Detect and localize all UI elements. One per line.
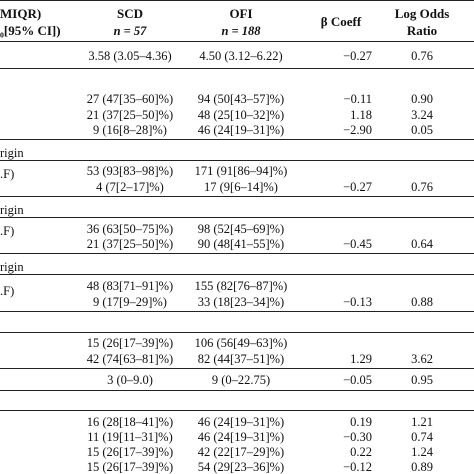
table-cell-scd: 27 (47[35–60]%): [86, 92, 174, 106]
section-rule: [0, 332, 474, 333]
table-cell-log-odds: 3.62: [411, 352, 433, 366]
table-cell-scd: 9 (17[9–29]%): [93, 295, 167, 309]
table-cell-log-odds: 0.89: [411, 460, 433, 474]
section-rule: [0, 410, 474, 411]
table-cell-ofi: 171 (91[86–94]%): [194, 164, 288, 178]
table-cell-beta: −0.27: [343, 49, 372, 63]
table-cell-ofi: 54 (29[23–36]%): [197, 460, 285, 474]
table-cell-scd: 4 (7[2–17]%): [96, 180, 164, 194]
table-cell-beta: −0.27: [343, 180, 372, 194]
table-cell-log-odds: 0.88: [411, 295, 433, 309]
table-cell-ofi: 17 (9[6–14]%): [204, 180, 278, 194]
table-cell-beta: −0.13: [343, 295, 372, 309]
table-cell-beta: 0.19: [350, 415, 372, 429]
table-cell-ofi: 9 (0–22.75): [211, 373, 271, 387]
table-cell-log-odds: 1.21: [411, 415, 433, 429]
table-cell-beta: −0.12: [343, 460, 372, 474]
table-cell-ofi: 46 (24[19–31]%): [197, 415, 285, 429]
section-rule: [0, 274, 474, 275]
row-label: rigin: [0, 260, 24, 274]
table-cell-log-odds: 0.64: [411, 237, 433, 251]
section-rule: [0, 196, 474, 197]
table-cell-log-odds: 0.74: [411, 430, 433, 444]
table-cell-scd: 21 (37[25–50]%): [86, 237, 174, 251]
table-cell-log-odds: 0.05: [411, 123, 433, 137]
table-cell-ofi: 90 (48[41–55]%): [197, 237, 285, 251]
row-label: .F): [0, 224, 15, 238]
section-rule: [0, 311, 474, 312]
table-cell-scd: 53 (93[83–98]%): [86, 164, 174, 178]
table-cell-ofi: 94 (50[43–57]%): [197, 92, 285, 106]
table-cell-scd: 15 (26[17–39]%): [86, 445, 174, 459]
header-scd-title: SCD: [116, 6, 143, 21]
section-rule: [0, 253, 474, 254]
table-cell-log-odds: 3.24: [411, 108, 433, 122]
table-cell-scd: 3.58 (3.05–4.36): [88, 49, 172, 63]
header-rule: [0, 41, 474, 42]
table-cell-ofi: 48 (25[10–32]%): [197, 108, 285, 122]
table-cell-log-odds: 0.90: [411, 92, 433, 106]
table-cell-beta: 0.22: [350, 445, 372, 459]
header-logodds-line1: Log Odds: [394, 6, 450, 21]
table-cell-ofi: 155 (82[76–87]%): [194, 279, 288, 293]
table-cell-ofi: 42 (22[17–29]%): [197, 445, 285, 459]
row-label: .F): [0, 284, 15, 298]
table-cell-scd: 36 (63[50–75]%): [86, 222, 174, 236]
table-cell-scd: 21 (37[25–50]%): [86, 108, 174, 122]
row-label: rigin: [0, 146, 24, 160]
table-cell-beta: −0.30: [343, 430, 372, 444]
header-scd-n: n = 57: [113, 24, 147, 38]
section-rule: [0, 368, 474, 369]
table-cell-ofi: 46 (24[19–31]%): [197, 430, 285, 444]
section-rule: [0, 68, 474, 69]
table-cell-beta: −0.11: [343, 92, 372, 106]
table-cell-log-odds: 0.95: [411, 373, 433, 387]
table-top-rule: [0, 0, 474, 1]
table-cell-scd: 15 (26[17–39]%): [86, 460, 174, 474]
table-cell-scd: 48 (83[71–91]%): [86, 279, 174, 293]
header-beta: β Coeff: [320, 14, 362, 29]
header-col0-line1: MIQR): [0, 6, 42, 21]
row-label: rigin: [0, 203, 24, 217]
table-cell-ofi: 82 (44[37–51]%): [197, 352, 285, 366]
table-cell-scd: 16 (28[18–41]%): [86, 415, 174, 429]
table-cell-beta: 1.18: [350, 108, 372, 122]
section-rule: [0, 139, 474, 140]
table-cell-scd: 9 (16[8–28]%): [93, 123, 167, 137]
table-cell-ofi: 46 (24[19–31]%): [197, 123, 285, 137]
table-cell-scd: 11 (19[11–31]%): [87, 430, 173, 444]
table-cell-beta: 1.29: [350, 352, 372, 366]
section-rule: [0, 160, 474, 161]
table-cell-scd: 42 (74[63–81]%): [86, 352, 174, 366]
header-logodds-line2: Ratio: [406, 23, 438, 38]
header-ofi-title: OFI: [229, 6, 253, 21]
table-cell-log-odds: 1.24: [411, 445, 433, 459]
table-cell-beta: −2.90: [343, 123, 372, 137]
table-cell-ofi: 4.50 (3.12–6.22): [199, 49, 283, 63]
row-label: .F): [0, 167, 15, 181]
header-ofi-n: n = 188: [221, 24, 261, 38]
section-rule: [0, 217, 474, 218]
header-col0-line2: ₀[95% CI]): [0, 23, 61, 38]
table-cell-ofi: 33 (18[23–34]%): [197, 295, 285, 309]
table-cell-ofi: 98 (52[45–69]%): [197, 222, 285, 236]
table-cell-beta: −0.45: [343, 237, 372, 251]
table-cell-beta: −0.05: [343, 373, 372, 387]
section-rule: [0, 390, 474, 391]
table-cell-scd: 15 (26[17–39]%): [86, 336, 174, 350]
table-cell-log-odds: 0.76: [411, 49, 433, 63]
table-cell-ofi: 106 (56[49–63]%): [194, 336, 288, 350]
table-cell-scd: 3 (0–9.0): [107, 373, 153, 387]
table-cell-log-odds: 0.76: [411, 180, 433, 194]
